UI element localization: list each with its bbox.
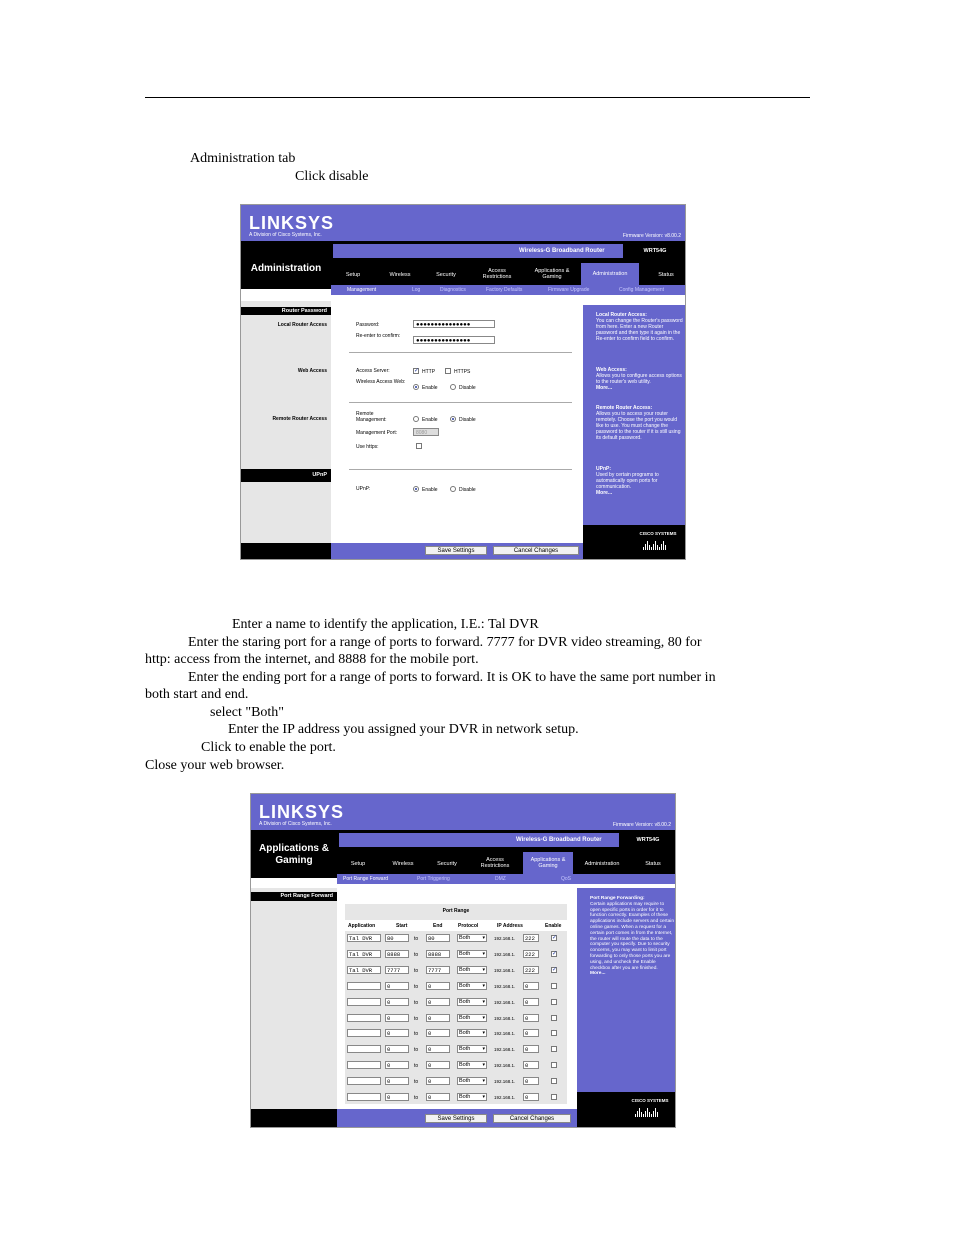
left-column <box>251 888 337 1109</box>
table-header-row <box>345 920 567 931</box>
help-heading: UPnP: <box>596 466 611 472</box>
firmware-version: Firmware Version: v8.00.2 <box>612 822 671 828</box>
ip-address-input[interactable]: 0 <box>523 1093 539 1101</box>
ip-prefix-label: 192.168.1. <box>494 968 516 973</box>
page-title: Applications & Gaming <box>258 843 329 866</box>
ip-address-input[interactable]: 0 <box>523 982 539 990</box>
end-port-input[interactable]: 0 <box>426 998 450 1006</box>
protocol-select[interactable]: Both ▾ <box>457 1014 487 1022</box>
tab-administration[interactable]: Administration <box>584 861 620 867</box>
https-label: HTTPS <box>454 369 471 375</box>
model-name: WRT54G <box>629 244 681 258</box>
help-more-link[interactable]: More... <box>596 490 613 496</box>
help-heading: Web Access: <box>596 367 627 373</box>
protocol-select[interactable]: Both ▾ <box>457 1077 487 1085</box>
tab-security[interactable]: Security <box>437 861 457 867</box>
subtab-qos[interactable]: QoS <box>561 876 572 882</box>
step-enable: Click to enable the port. <box>201 740 336 755</box>
tab-wireless[interactable]: Wireless <box>392 861 414 867</box>
col-ip-address: IP Address <box>497 923 523 929</box>
wireless-web-enable-radio[interactable] <box>413 384 419 390</box>
linksys-logo: LINKSYS <box>259 802 345 822</box>
step-end-line1: Enter the ending port for a range of ports to forward. It is OK to have the same port number in <box>188 670 716 685</box>
start-port-input[interactable]: 0 <box>385 998 409 1006</box>
section-router-password: Router Password <box>241 307 331 315</box>
enable-checkbox[interactable] <box>551 999 557 1005</box>
ip-prefix-label: 192.168.1. <box>494 936 516 941</box>
to-label: to <box>414 952 419 958</box>
ip-address-input[interactable]: 0 <box>523 998 539 1006</box>
ip-address-input[interactable]: 222 <box>523 934 539 942</box>
use-https-label: Use https: <box>356 444 379 450</box>
step-close: Close your web browser. <box>145 758 285 773</box>
step-click-disable: Click disable <box>295 169 369 184</box>
save-settings-button[interactable]: Save Settings <box>425 546 487 555</box>
tab-applications-gaming[interactable]: Applications & Gaming <box>534 268 570 280</box>
protocol-select[interactable]: Both ▾ <box>457 1061 487 1069</box>
brand-subtitle: A Division of Cisco Systems, Inc. <box>249 232 322 238</box>
end-port-input[interactable]: 0 <box>426 1077 450 1085</box>
enable-checkbox[interactable] <box>551 983 557 989</box>
tab-setup[interactable]: Setup <box>350 861 366 867</box>
upnp-label: UPnP: <box>356 486 371 492</box>
protocol-select[interactable]: Both ▾ <box>457 998 487 1006</box>
upnp-disable-radio[interactable] <box>450 486 456 492</box>
subtab-management[interactable]: Management <box>347 287 377 293</box>
ip-prefix-label: 192.168.1. <box>494 1031 516 1036</box>
help-remote-router-access <box>596 405 684 441</box>
tab-security[interactable]: Security <box>436 272 456 278</box>
help-web-access <box>596 367 684 391</box>
to-label: to <box>414 1079 419 1085</box>
reenter-label: Re-enter to confirm: <box>356 333 401 339</box>
protocol-select[interactable]: Both ▾ <box>457 950 487 958</box>
application-input[interactable]: Tal DVR <box>347 950 381 958</box>
enable-checkbox[interactable] <box>551 1062 557 1068</box>
enable-label: Enable <box>422 417 438 423</box>
firmware-version: Firmware Version: v8.00.2 <box>622 233 681 239</box>
application-input[interactable] <box>347 1045 381 1053</box>
ip-address-input[interactable]: 222 <box>523 950 539 958</box>
section-port-range-forward: Port Range Forward <box>251 892 337 901</box>
subtab-diagnostics[interactable]: Diagnostics <box>440 287 466 293</box>
to-label: to <box>414 1047 419 1053</box>
help-body: You can change the Router's password from here. Enter a new Router password and then type it again in the Re-enter to confirm field to confirm. <box>596 318 683 342</box>
enable-checkbox[interactable]: ✓ <box>552 967 558 973</box>
col-end: End <box>433 923 443 929</box>
end-port-input[interactable]: 0 <box>426 1014 450 1022</box>
end-port-input[interactable]: 0 <box>426 982 450 990</box>
step-end-line2: both start and end. <box>145 687 249 702</box>
management-port-input[interactable]: 8080 <box>413 428 439 436</box>
help-body: Allows you to configure access options to the router's web utility. <box>596 373 682 385</box>
subtab-dmz[interactable]: DMZ <box>495 876 506 882</box>
ip-prefix-label: 192.168.1. <box>494 1095 516 1100</box>
enable-checkbox[interactable] <box>551 1078 557 1084</box>
help-port-range-forwarding <box>590 896 674 977</box>
end-port-input[interactable]: 7777 <box>426 966 450 974</box>
divider <box>349 352 572 353</box>
page-title: Administration <box>250 263 322 274</box>
application-input[interactable]: Tal DVR <box>347 934 381 942</box>
start-port-input[interactable]: 7777 <box>385 966 409 974</box>
ip-prefix-label: 192.168.1. <box>494 984 516 989</box>
http-checkbox[interactable]: ✓ <box>414 368 420 374</box>
application-input[interactable] <box>347 1093 381 1101</box>
wireless-web-disable-radio[interactable] <box>450 384 456 390</box>
help-more-link[interactable]: More... <box>590 971 606 977</box>
tab-status[interactable]: Status <box>658 272 674 278</box>
product-name: Wireless-G Broadband Router <box>519 248 605 254</box>
linksys-logo: LINKSYS <box>249 213 335 233</box>
help-local-router-access <box>596 312 684 342</box>
col-start: Start <box>396 923 408 929</box>
ip-address-input[interactable]: 0 <box>523 1077 539 1085</box>
end-port-input[interactable]: 0 <box>426 1061 450 1069</box>
tab-status[interactable]: Status <box>645 861 661 867</box>
protocol-select[interactable]: Both ▾ <box>457 982 487 990</box>
apps-screenshot <box>250 793 676 1128</box>
application-input[interactable] <box>347 1014 381 1022</box>
col-application: Application <box>348 923 376 929</box>
disable-label: Disable <box>459 417 476 423</box>
port-range-heading: Port Range <box>442 908 470 914</box>
tab-wireless[interactable]: Wireless <box>389 272 411 278</box>
application-input[interactable] <box>347 1029 381 1037</box>
divider <box>349 402 572 403</box>
enable-checkbox[interactable] <box>551 1030 557 1036</box>
ip-address-input[interactable]: 0 <box>523 1061 539 1069</box>
start-port-input[interactable]: 0 <box>385 1014 409 1022</box>
to-label: to <box>414 1063 419 1069</box>
help-heading: Remote Router Access: <box>596 405 653 411</box>
password-input[interactable]: ●●●●●●●●●●●●●●● <box>413 320 495 328</box>
start-port-input[interactable]: 8888 <box>385 950 409 958</box>
subtab-config-management[interactable]: Config Management <box>619 287 665 293</box>
help-panel <box>583 305 686 560</box>
end-port-input[interactable]: 0 <box>426 1045 450 1053</box>
application-input[interactable] <box>347 982 381 990</box>
protocol-select[interactable]: Both ▾ <box>457 1045 487 1053</box>
cancel-changes-button[interactable]: Cancel Changes <box>493 546 579 555</box>
enable-label: Enable <box>422 487 438 493</box>
label-web-access: Web Access <box>297 368 327 374</box>
start-port-input[interactable]: 0 <box>385 1093 409 1101</box>
to-label: to <box>414 984 419 990</box>
https-checkbox[interactable] <box>445 368 451 374</box>
to-label: to <box>414 968 419 974</box>
header-rule <box>145 97 810 98</box>
disable-label: Disable <box>459 385 476 391</box>
reenter-password-input[interactable]: ●●●●●●●●●●●●●●● <box>413 336 495 344</box>
end-port-input[interactable]: 8888 <box>426 950 450 958</box>
subtab-port-triggering[interactable]: Port Triggering <box>417 876 450 882</box>
ip-address-input[interactable]: 0 <box>523 1014 539 1022</box>
label-local-router-access: Local Router Access <box>277 322 327 328</box>
protocol-select[interactable]: Both ▾ <box>457 966 487 974</box>
http-label: HTTP <box>422 369 436 375</box>
ip-prefix-label: 192.168.1. <box>494 1000 516 1005</box>
to-label: to <box>414 936 419 942</box>
subtab-firmware-upgrade[interactable]: Firmware Upgrade <box>548 287 590 293</box>
enable-checkbox[interactable] <box>551 1015 557 1021</box>
tab-access-restrictions[interactable]: Access Restrictions <box>480 857 510 869</box>
help-heading: Port Range Forwarding: <box>590 896 645 901</box>
ip-address-input[interactable]: 222 <box>523 966 539 974</box>
upnp-enable-radio[interactable] <box>413 486 419 492</box>
end-port-input[interactable]: 0 <box>426 1029 450 1037</box>
help-upnp <box>596 466 684 496</box>
admin-screenshot <box>240 204 686 560</box>
protocol-select[interactable]: Both ▾ <box>457 1029 487 1037</box>
step-name: Enter a name to identify the application, I.E.: Tal DVR <box>232 617 539 632</box>
remote-enable-radio[interactable] <box>413 416 419 422</box>
start-port-input[interactable]: 0 <box>385 982 409 990</box>
step-start-line1: Enter the staring port for a range of ports to forward. 7777 for DVR video streaming, 80 for <box>188 635 702 650</box>
enable-checkbox[interactable]: ✓ <box>552 935 558 941</box>
to-label: to <box>414 1000 419 1006</box>
ip-prefix-label: 192.168.1. <box>494 1047 516 1052</box>
cisco-logo-text: CISCO SYSTEMS <box>639 531 677 536</box>
start-port-input[interactable]: 0 <box>385 1061 409 1069</box>
remote-disable-radio[interactable] <box>450 416 456 422</box>
application-input[interactable] <box>347 1061 381 1069</box>
cancel-changes-button[interactable]: Cancel Changes <box>493 1114 571 1123</box>
start-port-input[interactable]: 0 <box>385 1077 409 1085</box>
subtab-log[interactable]: Log <box>412 287 421 293</box>
brand-subtitle: A Division of Cisco Systems, Inc. <box>259 821 332 827</box>
end-port-input[interactable]: 80 <box>426 934 450 942</box>
subtab-factory-defaults[interactable]: Factory Defaults <box>486 287 523 293</box>
divider <box>349 469 572 470</box>
tab-applications-gaming[interactable]: Applications & Gaming <box>523 852 573 874</box>
start-port-input[interactable]: 0 <box>385 1045 409 1053</box>
section-upnp: UPnP <box>241 469 331 482</box>
protocol-select[interactable]: Both ▾ <box>457 1093 487 1101</box>
password-label: Password: <box>356 322 380 328</box>
tab-administration[interactable]: Administration <box>581 263 639 285</box>
enable-checkbox[interactable] <box>551 1046 557 1052</box>
application-input[interactable] <box>347 998 381 1006</box>
end-port-input[interactable]: 0 <box>426 1093 450 1101</box>
tab-access-restrictions[interactable]: Access Restrictions <box>482 268 512 280</box>
ip-address-input[interactable]: 0 <box>523 1045 539 1053</box>
disable-label: Disable <box>459 487 476 493</box>
help-more-link[interactable]: More... <box>596 385 613 391</box>
management-port-label: Management Port: <box>356 430 398 436</box>
to-label: to <box>414 1016 419 1022</box>
enable-checkbox[interactable]: ✓ <box>552 951 558 957</box>
step-both: select "Both" <box>210 705 285 720</box>
cisco-logo-text: CISCO SYSTEMS <box>631 1098 669 1103</box>
left-column <box>241 301 331 543</box>
help-body: Certain applications may require to open specific ports in order for it to function correctly. Examples of these applications include servers and certain online games. When a request for a certain port comes in from the Internet, the router will route the data to the computer you specify. Due to security concerns, you may want to limit port forwarding to only those ports you are using, and uncheck the Enable checkbox after you are finished. <box>590 901 674 971</box>
enable-checkbox[interactable] <box>551 1094 557 1100</box>
ip-prefix-label: 192.168.1. <box>494 1016 516 1021</box>
product-name: Wireless-G Broadband Router <box>516 837 602 843</box>
label-remote-router-access: Remote Router Access <box>272 416 327 422</box>
footer-left <box>251 1109 337 1128</box>
ip-prefix-label: 192.168.1. <box>494 1079 516 1084</box>
subtab-port-range-forward[interactable]: Port Range Forward <box>343 876 389 882</box>
cisco-logo-icon <box>643 541 666 550</box>
start-port-input[interactable]: 0 <box>385 1029 409 1037</box>
help-body: Allows you to access your router remotely. Choose the port you would like to use. You must change the password to the router if it is still using its default password. <box>596 411 681 441</box>
protocol-select[interactable]: Both ▾ <box>457 934 487 942</box>
wireless-access-web-label: Wireless Access Web: <box>356 379 406 385</box>
step-start-line2: http: access from the internet, and 8888 for the mobile port. <box>145 652 479 667</box>
access-server-label: Access Server: <box>356 368 390 374</box>
use-https-checkbox[interactable] <box>416 443 422 449</box>
ip-prefix-label: 192.168.1. <box>494 952 516 957</box>
col-enable: Enable <box>545 923 562 929</box>
cisco-logo-icon <box>635 1108 658 1117</box>
step-ip: Enter the IP address you assigned your DVR in network setup. <box>228 722 579 737</box>
col-protocol: Protocol <box>458 923 479 929</box>
ip-prefix-label: 192.168.1. <box>494 1063 516 1068</box>
application-input[interactable] <box>347 1077 381 1085</box>
help-heading: Local Router Access: <box>596 312 647 318</box>
tab-setup[interactable]: Setup <box>345 272 361 278</box>
model-name: WRT54G <box>623 833 673 847</box>
to-label: to <box>414 1095 419 1101</box>
help-body: Used by certain programs to automatically open ports for communication. <box>596 472 659 490</box>
footer-left <box>241 543 331 560</box>
to-label: to <box>414 1031 419 1037</box>
step-admin-tab: Administration tab <box>190 151 296 166</box>
start-port-input[interactable]: 80 <box>385 934 409 942</box>
save-settings-button[interactable]: Save Settings <box>425 1114 487 1123</box>
remote-management-label: Remote Management: <box>356 411 387 423</box>
ip-address-input[interactable]: 0 <box>523 1029 539 1037</box>
application-input[interactable]: Tal DVR <box>347 966 381 974</box>
enable-label: Enable <box>422 385 438 391</box>
